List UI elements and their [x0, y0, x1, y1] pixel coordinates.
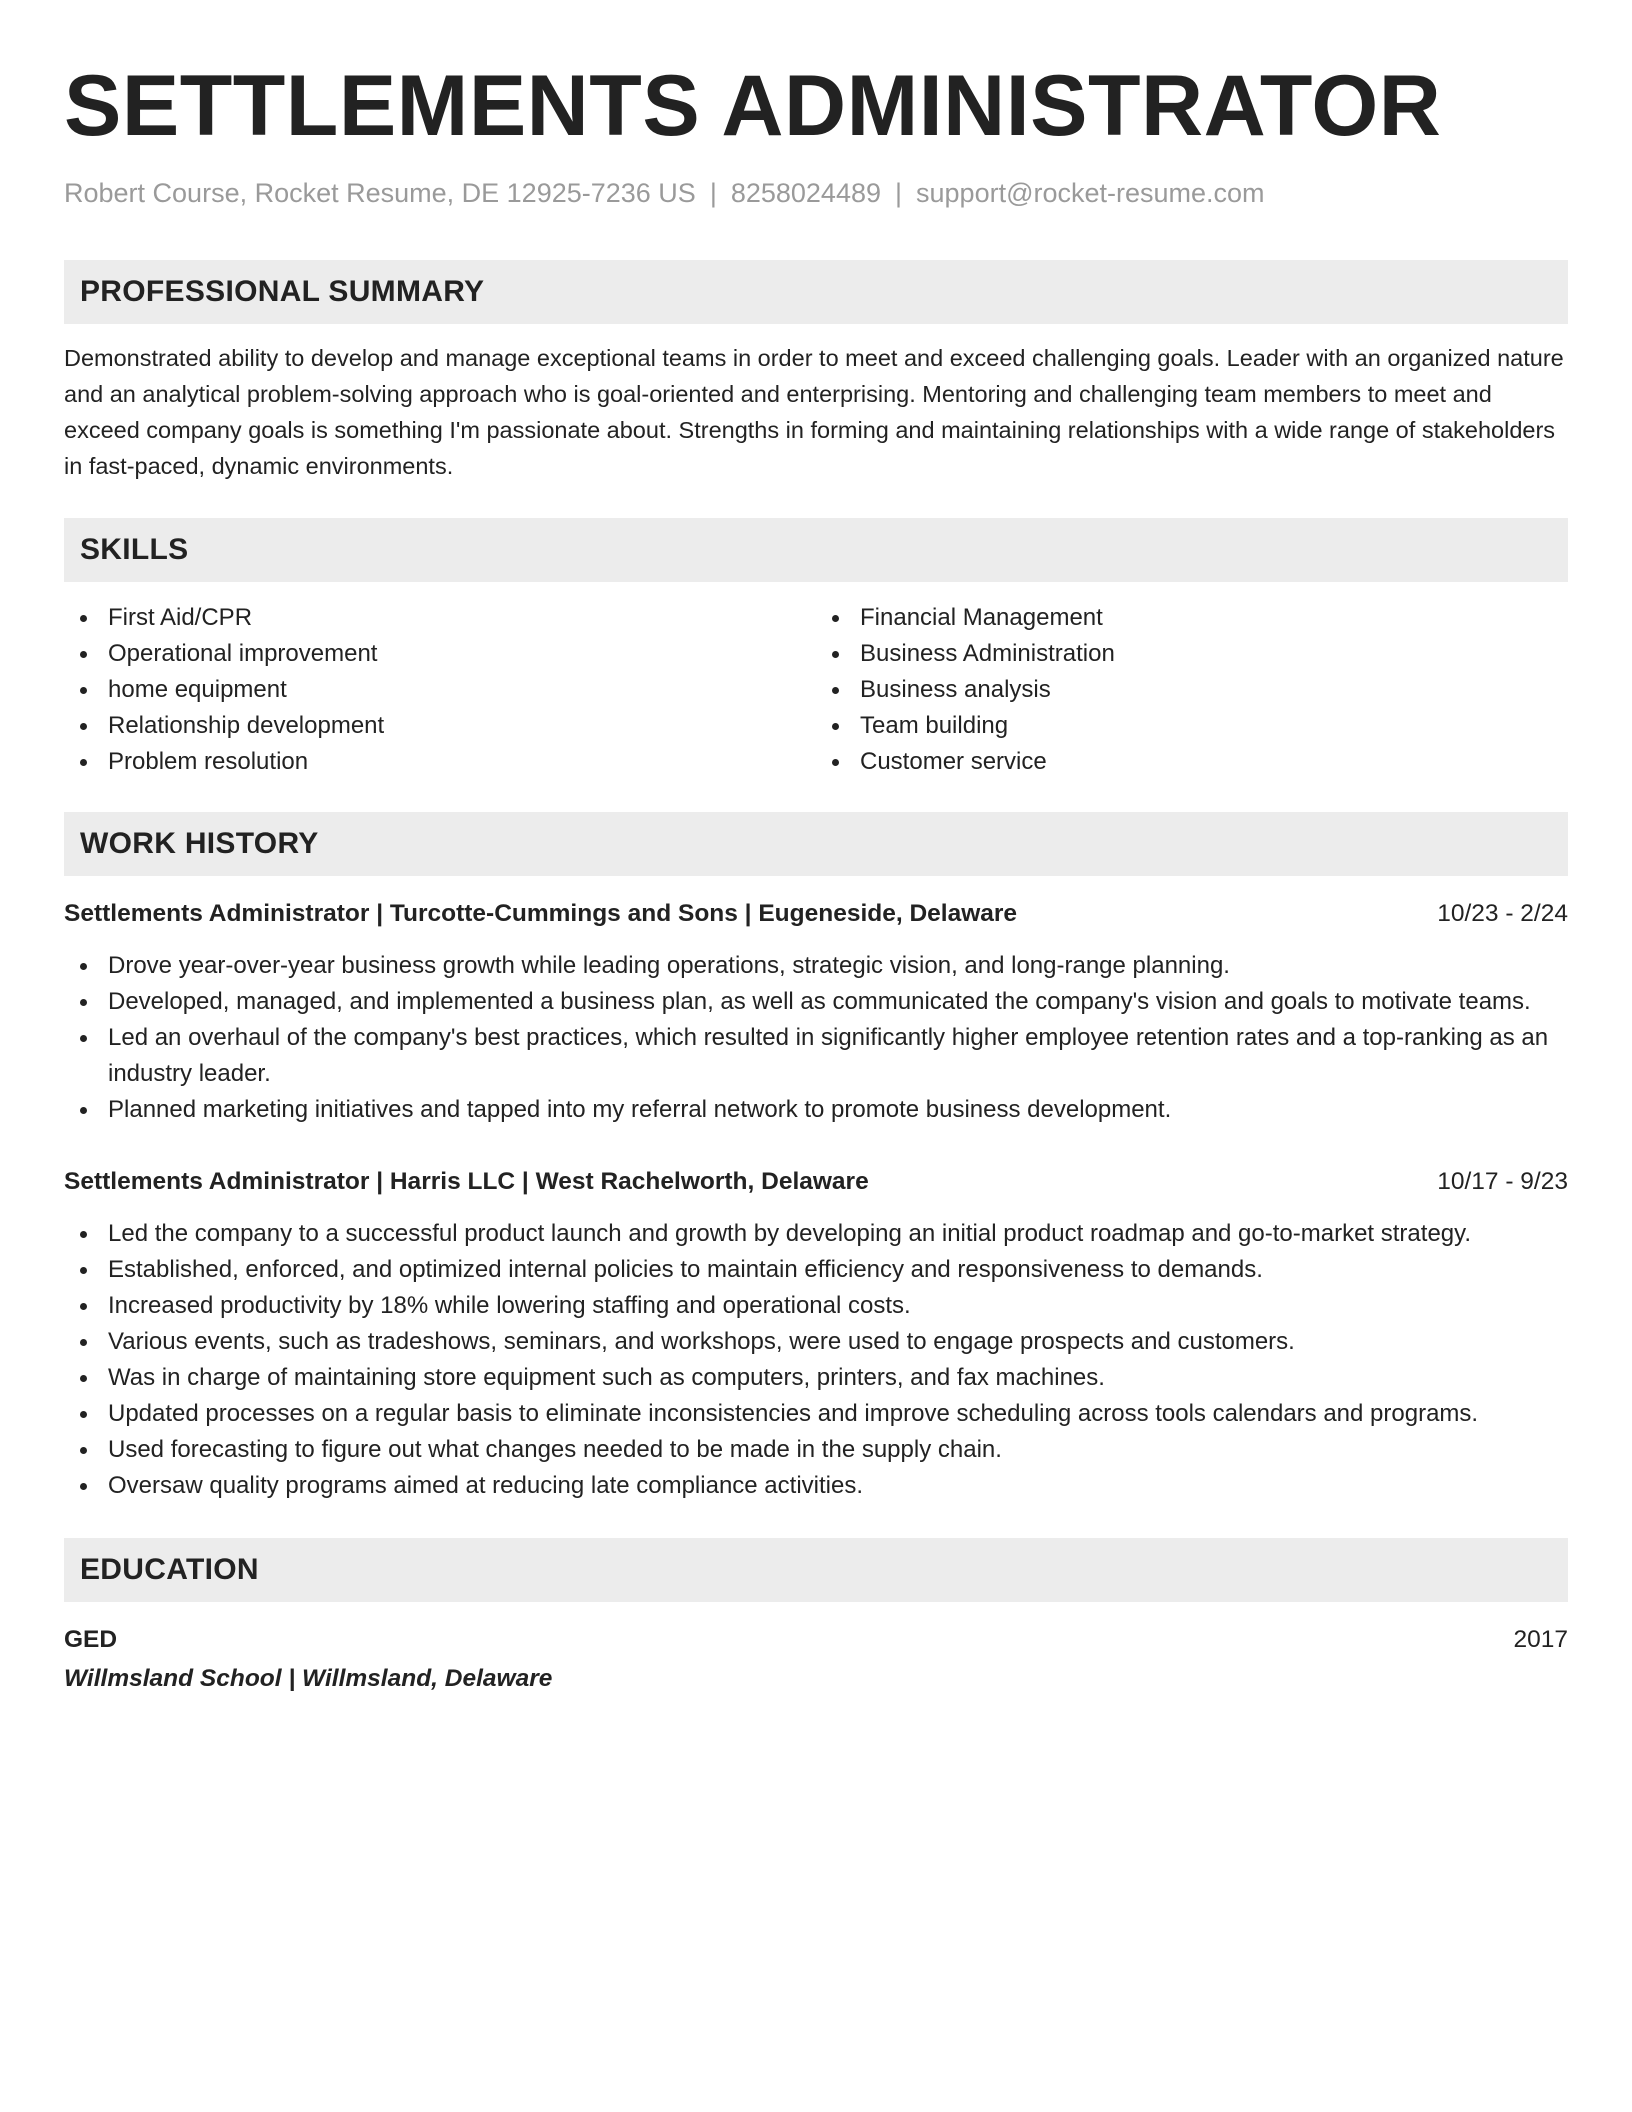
- job-bullet: Used forecasting to figure out what changes needed to be made in the supply chain.: [64, 1432, 1568, 1468]
- job-bullet: Increased productivity by 18% while lowering staffing and operational costs.: [64, 1288, 1568, 1324]
- job-title: Settlements Administrator | Harris LLC | West Rachelworth, Delaware: [64, 1168, 869, 1195]
- job-bullet: Led the company to a successful product launch and growth by developing an initial product roadmap and go-to-market strategy.: [64, 1216, 1568, 1252]
- job-dates: 10/23 - 2/24: [1437, 900, 1568, 927]
- job-bullet: Oversaw quality programs aimed at reducing late compliance activities.: [64, 1468, 1568, 1504]
- job-bullet: Drove year-over-year business growth while leading operations, strategic vision, and long-range planning.: [64, 948, 1568, 984]
- job-bullet: Led an overhaul of the company's best practices, which resulted in significantly higher employee retention rates and a top-ranking as an industry leader.: [64, 1020, 1568, 1092]
- job-bullet: Established, enforced, and optimized internal policies to maintain efficiency and responsiveness to demands.: [64, 1252, 1568, 1288]
- skill-item: Financial Management: [816, 600, 1568, 636]
- job-entry: [64, 896, 1568, 1128]
- job-header: [64, 896, 1568, 932]
- work-section-header: [64, 812, 1568, 876]
- skill-item: Problem resolution: [64, 744, 816, 780]
- skills-column-left: [64, 600, 816, 780]
- skill-item: Team building: [816, 708, 1568, 744]
- skills-section-header: [64, 518, 1568, 582]
- education-school: Willmsland School | Willmsland, Delaware: [64, 1665, 553, 1692]
- education-header: [64, 1622, 1568, 1658]
- job-bullet: Various events, such as tradeshows, seminars, and workshops, were used to engage prospects and customers.: [64, 1324, 1568, 1360]
- skill-item: Operational improvement: [64, 636, 816, 672]
- contact-email: support@rocket-resume.com: [916, 178, 1265, 208]
- work-heading: WORK HISTORY: [80, 827, 319, 860]
- skills-column-right: [816, 600, 1568, 780]
- job-bullets: [64, 948, 1568, 1128]
- contact-phone: 8258024489: [730, 178, 881, 208]
- skill-item: Customer service: [816, 744, 1568, 780]
- education-degree: GED: [64, 1626, 118, 1653]
- page-title: SETTLEMENTS ADMINISTRATOR: [64, 58, 1442, 154]
- job-title: Settlements Administrator | Turcotte-Cummings and Sons | Eugeneside, Delaware: [64, 900, 1018, 927]
- job-bullet: Updated processes on a regular basis to eliminate inconsistencies and improve scheduling across tools calendars and programs.: [64, 1396, 1568, 1432]
- education-section-header: [64, 1538, 1568, 1602]
- job-bullets: [64, 1216, 1568, 1504]
- skill-item: home equipment: [64, 672, 816, 708]
- summary-section-header: [64, 260, 1568, 324]
- job-header: [64, 1164, 1568, 1200]
- skill-item: Relationship development: [64, 708, 816, 744]
- skill-item: First Aid/CPR: [64, 600, 816, 636]
- skills-list: [64, 600, 1568, 780]
- contact-separator: |: [709, 178, 717, 208]
- summary-text: Demonstrated ability to develop and manage exceptional teams in order to meet and exceed challenging goals. Leader with an organized nature and an analytical problem-solving approach who is goal-oriented and enterprising. Mentoring and challenging team members to meet and exceed company goals is something I'm passionate about. Strengths in forming and maintaining relationships with a wide range of stakeholders in fast-paced, dynamic environments.: [64, 345, 1564, 479]
- skill-item: Business analysis: [816, 672, 1568, 708]
- job-bullet: Planned marketing initiatives and tapped into my referral network to promote business development.: [64, 1092, 1568, 1128]
- job-bullet: Developed, managed, and implemented a business plan, as well as communicated the company's vision and goals to motivate teams.: [64, 984, 1568, 1020]
- skills-heading: SKILLS: [80, 533, 189, 566]
- job-entry: [64, 1164, 1568, 1504]
- contact-address: Robert Course, Rocket Resume, DE 12925-7236 US: [64, 178, 696, 208]
- education-year: 2017: [1513, 1626, 1568, 1653]
- skill-item: Business Administration: [816, 636, 1568, 672]
- job-dates: 10/17 - 9/23: [1437, 1168, 1568, 1195]
- contact-separator: |: [895, 178, 903, 208]
- job-bullet: Was in charge of maintaining store equipment such as computers, printers, and fax machines.: [64, 1360, 1568, 1396]
- summary-heading: PROFESSIONAL SUMMARY: [80, 275, 485, 308]
- education-heading: EDUCATION: [80, 1553, 259, 1586]
- contact-line: [64, 176, 1568, 210]
